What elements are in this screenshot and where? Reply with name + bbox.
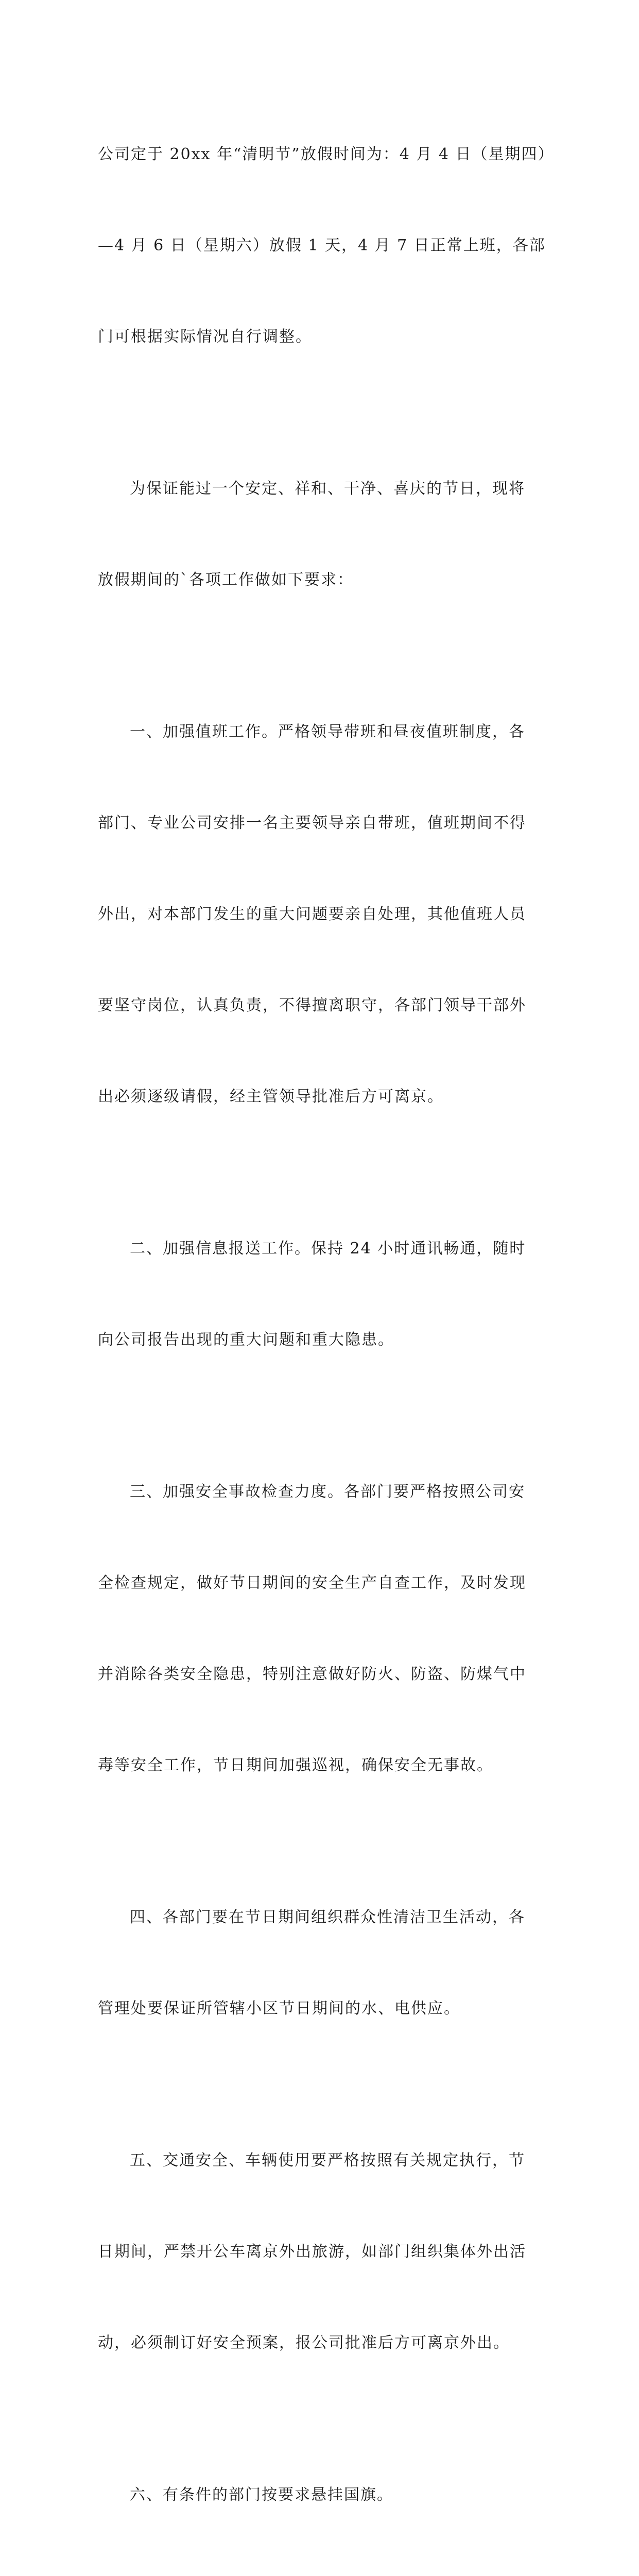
paragraph-item-2-reporting: [98, 1173, 561, 1416]
paragraph-holiday-schedule: [98, 78, 561, 413]
text-line: 动，必须制订好安全预案，报公司批准后方可离京外出。: [98, 2334, 510, 2352]
paragraph-item-3-safety: [98, 1416, 561, 1841]
text-line: 六、有条件的部门按要求悬挂国旗。: [130, 2486, 393, 2504]
text-line: 并消除各类安全隐患，特别注意做好防火、防盗、防煤气中: [98, 1665, 526, 1683]
text-line: 放假期间的`各项工作做如下要求：: [98, 571, 354, 589]
text-line: 全检查规定，做好节日期间的安全生产自查工作，及时发现: [98, 1574, 526, 1592]
text-line: 毒等安全工作，节日期间加强巡视，确保安全无事故。: [98, 1756, 493, 1774]
paragraph-intro-requirements: [98, 413, 561, 656]
text-line: 三、加强安全事故检查力度。各部门要严格按照公司安: [130, 1483, 525, 1501]
paragraph-item-4-sanitation: [98, 1841, 561, 2084]
text-line: 四、各部门要在节日期间组织群众性清洁卫生活动，各: [130, 1908, 525, 1926]
text-line: 管理处要保证所管辖小区节日期间的水、电供应。: [98, 1999, 460, 2018]
paragraph-item-6-flag: [98, 2419, 561, 2571]
text-line: —4 月 6 日（星期六）放假 1 天，4 月 7 日正常上班，各部: [98, 236, 546, 255]
text-line: 为保证能过一个安定、祥和、干净、喜庆的节日，现将: [130, 480, 525, 498]
paragraph-item-1-duty: [98, 656, 561, 1173]
text-line: 一、加强值班工作。严格领导带班和昼夜值班制度，各: [130, 723, 525, 741]
text-line: 外出，对本部门发生的重大问题要亲自处理，其他值班人员: [98, 905, 526, 923]
text-line: 向公司报告出现的重大问题和重大隐患。: [98, 1331, 394, 1349]
text-line: 五、交通安全、车辆使用要严格按照有关规定执行，节: [130, 2151, 525, 2170]
text-line: 出必须逐级请假，经主管领导批准后方可离京。: [98, 1088, 444, 1106]
text-line: 要坚守岗位，认真负责，不得擅离职守，各部门领导干部外: [98, 996, 526, 1014]
text-line: 公司定于 20xx 年“清明节”放假时间为：4 月 4 日（星期四）: [98, 145, 555, 163]
paragraph-item-7-conduct: [98, 2571, 561, 2576]
text-line: 部门、专业公司安排一名主要领导亲自带班，值班期间不得: [98, 814, 526, 832]
text-line: 日期间，严禁开公车离京外出旅游，如部门组织集体外出活: [98, 2243, 526, 2261]
document-body: [98, 78, 561, 2576]
paragraph-item-5-traffic: [98, 2084, 561, 2419]
text-line: 门可根据实际情况自行调整。: [98, 328, 312, 346]
text-line: 二、加强信息报送工作。保持 24 小时通讯畅通，随时: [130, 1240, 526, 1258]
